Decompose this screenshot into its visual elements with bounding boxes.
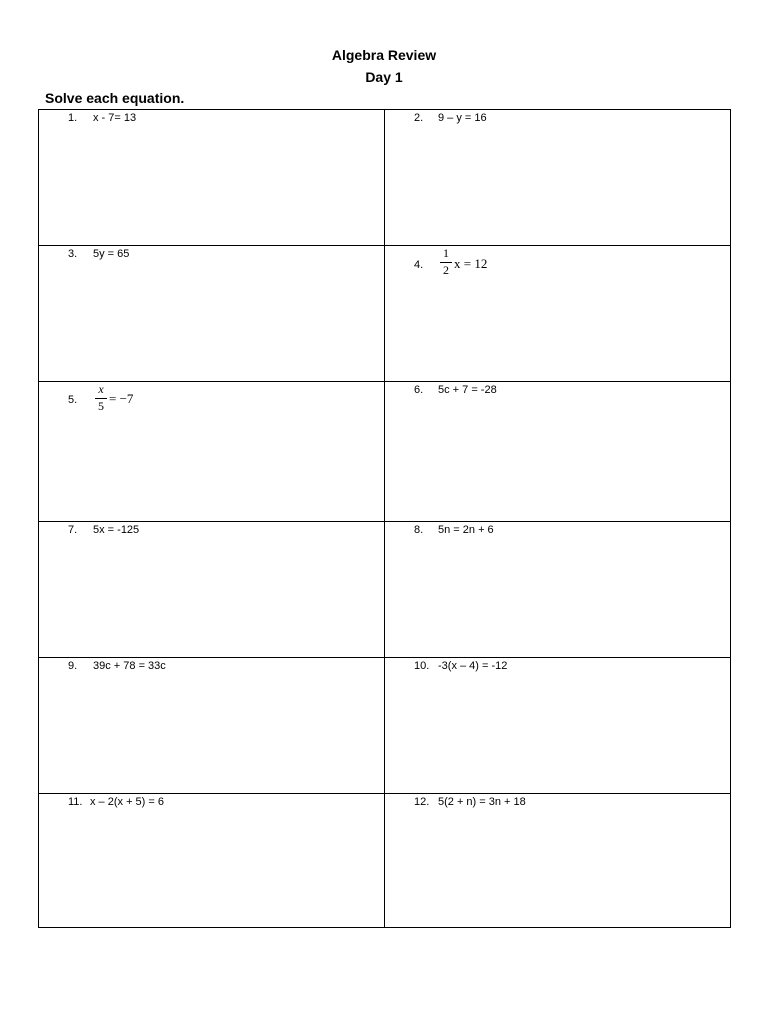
fraction bbox=[440, 246, 452, 282]
fraction-denominator: 2 bbox=[443, 263, 449, 277]
problem-equation: -3(x – 4) = -12 bbox=[438, 660, 508, 672]
problem-equation: x - 7= 13 bbox=[93, 112, 137, 124]
problem-equation: 5y = 65 bbox=[93, 248, 130, 260]
problem-equation: 5n = 2n + 6 bbox=[438, 524, 494, 536]
problem-number: 8. bbox=[414, 524, 424, 536]
problem-number: 10. bbox=[414, 660, 430, 672]
problem-number: 7. bbox=[68, 524, 78, 536]
problem-number: 6. bbox=[414, 384, 424, 396]
worksheet-title: Algebra Review bbox=[331, 47, 437, 63]
problem-number: 12. bbox=[414, 796, 430, 808]
problem-equation: 5(2 + n) = 3n + 18 bbox=[438, 796, 526, 808]
fraction-numerator: 1 bbox=[443, 246, 449, 260]
problem-equation: 5c + 7 = -28 bbox=[438, 384, 497, 396]
row-divider bbox=[39, 381, 730, 382]
problem-number: 9. bbox=[68, 660, 78, 672]
column-divider bbox=[384, 110, 385, 927]
problem-equation: 9 – y = 16 bbox=[438, 112, 487, 124]
fraction-denominator: 5 bbox=[98, 399, 104, 413]
problem-number: 3. bbox=[68, 248, 78, 260]
row-divider bbox=[39, 793, 730, 794]
problem-equation: x = 12 bbox=[454, 256, 488, 271]
fraction bbox=[95, 382, 107, 418]
row-divider bbox=[39, 521, 730, 522]
problem-number: 1. bbox=[68, 112, 78, 124]
problem-number: 2. bbox=[414, 112, 424, 124]
instructions: Solve each equation. bbox=[45, 90, 185, 106]
problem-equation: 39c + 78 = 33c bbox=[93, 660, 166, 672]
worksheet-subtitle: Day 1 bbox=[365, 69, 403, 85]
problem-grid bbox=[38, 109, 731, 928]
problem-number: 5. bbox=[68, 394, 78, 406]
problem-number: 11. bbox=[68, 796, 83, 808]
fraction-numerator: x bbox=[98, 382, 104, 396]
problem-equation: x – 2(x + 5) = 6 bbox=[90, 796, 164, 808]
row-divider bbox=[39, 245, 730, 246]
problem-number: 4. bbox=[414, 259, 424, 271]
row-divider bbox=[39, 657, 730, 658]
problem-equation: = −7 bbox=[109, 391, 134, 406]
problem-equation: 5x = -125 bbox=[93, 524, 140, 536]
